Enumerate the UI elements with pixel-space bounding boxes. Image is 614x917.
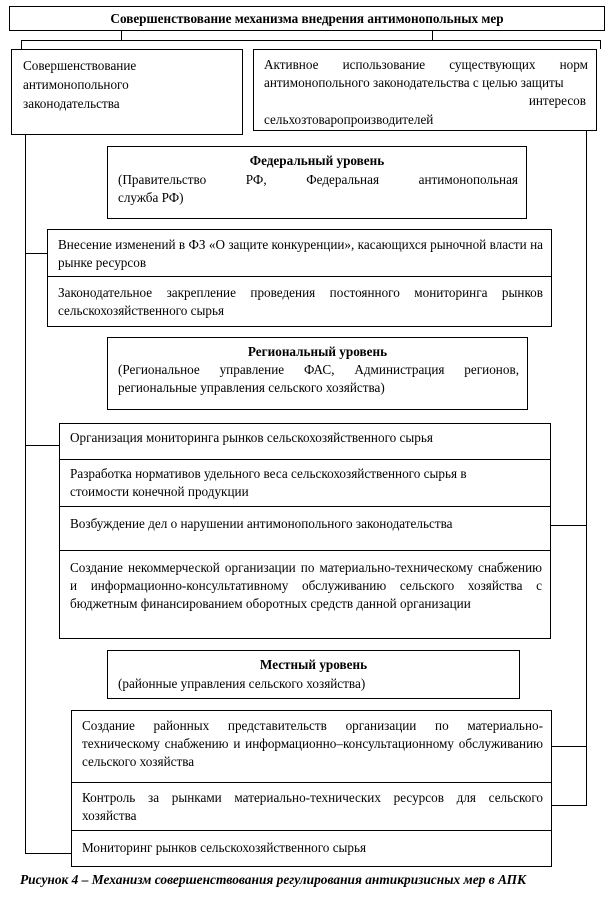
right-branch-line3: сельхозтоваропроизводителей <box>264 112 434 127</box>
local-measure-1-text: Создание районных представительств организации по материально-техническому снабжению и информационно–консультационному обслуживанию сельского хозяйства <box>82 718 543 769</box>
federal-measure-1-text: Внесение изменений в ФЗ «О защите конкуренции», касающихся рыночной власти на рынке ресурсов <box>58 237 543 270</box>
federal-text2: служба РФ) <box>118 190 184 205</box>
title: Совершенствование механизма внедрения антимонопольных мер <box>110 11 504 26</box>
local-text: (районные управления сельского хозяйства) <box>118 676 366 691</box>
local-measure-3 <box>71 830 552 867</box>
left-branch-line1: Совершенствование <box>23 58 137 73</box>
federal-measure-2 <box>47 276 552 327</box>
regional-level-box <box>107 337 528 410</box>
regional-measure-4-text: Создание некоммерческой организации по материально-техническому снабжению и информационно-консультативному обслуживанию сельского хозяйства с бюджетным финансированием оборотных средств данной организации <box>70 560 542 611</box>
regional-measure-2-text: Разработка нормативов удельного веса сельскохозяйственного сырья в стоимости конечной продукции <box>70 466 467 499</box>
local-measure-1 <box>71 710 552 783</box>
regional-measure-2 <box>59 459 551 507</box>
local-heading: Местный уровень <box>259 657 368 672</box>
left-branch-line3: законодательства <box>23 96 120 111</box>
left-branch-box <box>11 49 243 135</box>
local-measure-2-text: Контроль за рынками материально-технических ресурсов для сельского хозяйства <box>82 790 543 823</box>
local-measure-3-text: Мониторинг рынков сельскохозяйственного сырья <box>82 840 367 855</box>
regional-measure-3-text: Возбуждение дел о нарушении антимонопольного законодательства <box>70 516 453 531</box>
right-branch-box <box>253 49 597 131</box>
local-measure-2 <box>71 782 552 831</box>
federal-heading: Федеральный уровень <box>249 153 385 168</box>
local-level-box <box>107 650 520 699</box>
title-box <box>9 6 605 31</box>
regional-measure-1-text: Организация мониторинга рынков сельскохозяйственного сырья <box>70 430 433 445</box>
regional-heading: Региональный уровень <box>247 344 388 359</box>
federal-measure-2-text: Законодательное закрепление проведения постоянного мониторинга рынков сельскохозяйственного сырья <box>58 285 543 318</box>
federal-text1: (Правительство РФ, Федеральная антимонопольная <box>118 172 518 187</box>
left-branch-line2: антимонопольного <box>23 77 129 92</box>
federal-level-box <box>107 146 527 219</box>
regional-measure-4 <box>59 550 551 639</box>
regional-measure-3 <box>59 506 551 551</box>
regional-text: (Региональное управление ФАС, Администрация регионов, региональные управления сельского хозяйства) <box>118 362 519 395</box>
figure-caption: Рисунок 4 – Механизм совершенствования регулирования антикризисных мер в АПК <box>20 872 527 887</box>
federal-measure-1 <box>47 229 552 277</box>
regional-measure-1 <box>59 423 551 460</box>
right-branch-text2: интересов <box>528 93 586 108</box>
right-branch-text1: Активное использование существующих норм антимонопольного законодательства с целью защиты <box>264 57 588 90</box>
